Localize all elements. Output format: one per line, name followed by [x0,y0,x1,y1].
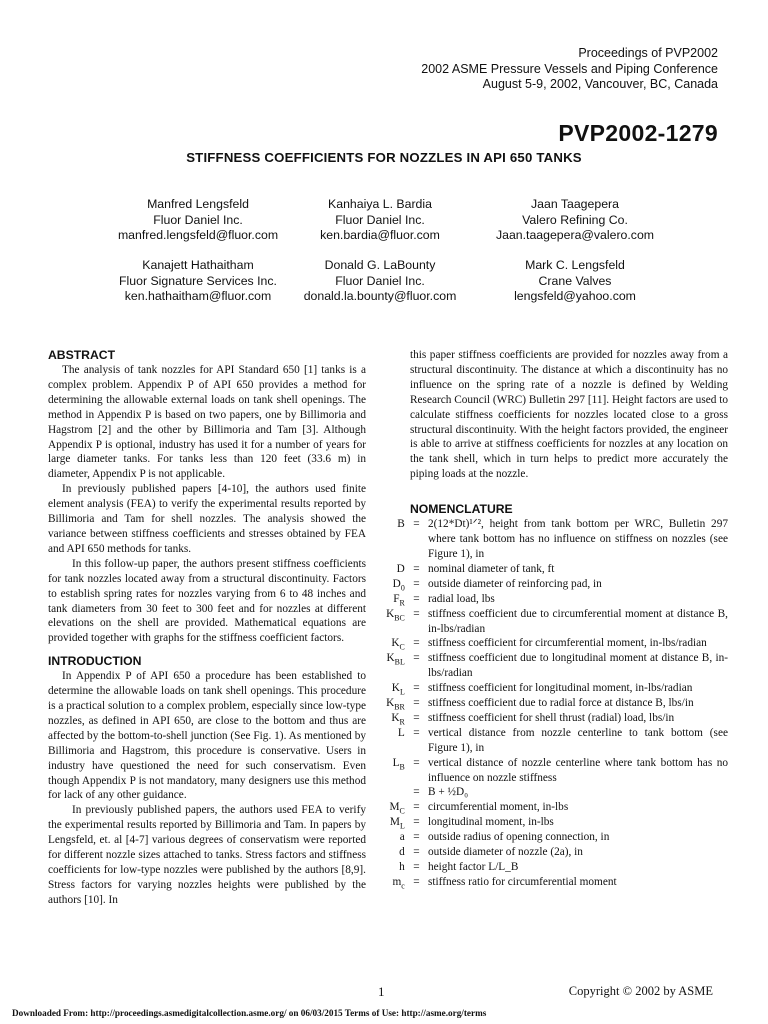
nomenclature-row [368,651,728,681]
equals-sign: = [413,875,420,888]
equals-sign: = [413,637,420,650]
abstract-heading: ABSTRACT [48,348,116,362]
author-email: manfred.lengsfeld@fluor.com [117,228,279,242]
author-name: Donald G. LaBounty [324,258,436,272]
nomenclature-symbol: $M_C$ [389,801,405,816]
nomenclature-row [368,577,728,592]
author-email: lengsfeld@yahoo.com [514,289,636,303]
nomenclature-definition: stiffness coefficient for shell thrust (radial) load, lbs/in [428,711,675,724]
equals-sign: = [413,816,420,829]
author-affiliation: Fluor Daniel Inc. [153,212,243,227]
nomenclature-definition: stiffness coefficient for circumferential moment, in-lbs/radian [428,637,707,650]
proceedings-title: Proceedings of PVP2002 [578,46,718,60]
author-block [460,197,690,244]
author-email: ken.hathaitham@fluor.com [124,289,272,303]
nomenclature-row [368,636,728,651]
equals-sign: = [413,562,420,575]
nomenclature-definition: circumferential moment, in-lbs [428,801,569,814]
equals-sign: = [413,801,420,814]
nomenclature-symbol: $D_0$ [392,577,405,593]
nomenclature-definition: 2(12*Dt)¹ᐟ², height from tank bottom per WRC, Bulletin 297 where tank bottom has no influence on stiffness on nozzles (see Figure 1), in [428,518,728,560]
nomenclature-symbol: $L_B$ [392,756,405,771]
nomenclature-row [368,830,728,845]
nomenclature-symbol [368,785,405,800]
nomenclature-symbol: $K_R$ [391,711,405,727]
nomenclature-definition: outside radius of opening connection, in [428,831,610,844]
nomenclature-row [368,845,728,860]
author-affiliation: Fluor Signature Services Inc. [119,273,277,288]
nomenclature-row [368,696,728,711]
nomenclature-symbol: B [397,518,405,531]
nomenclature-row [368,875,728,890]
nomenclature-definition: height factor L/L_B [428,861,519,873]
nomenclature-definition: stiffness ratio for circumferential moment [428,875,617,888]
author-email: Jaan.taagepera@valero.com [495,228,655,242]
author-affiliation: Crane Valves [538,273,612,288]
introduction-paragraph: In Appendix P of API 650 a procedure has been established to determine the allowable loads on tank shell openings. This procedure is a practical solution to a complex problem, especially since low-type nozzles, as defined in API 650, are close to the bottom and thus are affected by the bottom-to-shell junction (See Fig. 1). As mentioned by Billimoria and Hagstrom, this procedure is conservative. Users in industry have questioned the need for such conservatism. Even though Appendix P is not mandatory, many designers use this method for lack of any other guidance. [48,670,366,802]
paper-title: STIFFNESS COEFFICIENTS FOR NOZZLES IN API 650 TANKS [186,150,582,165]
conference-name: 2002 ASME Pressure Vessels and Piping Conference [421,61,718,76]
nomenclature-symbol: L [397,726,405,739]
equals-sign: = [413,697,420,710]
equals-sign: = [413,831,420,844]
download-footer: Downloaded From: http://proceedings.asmedigitalcollection.asme.org/ on 06/03/2015 Terms of Use: http://asme.org/terms [12,1008,487,1018]
author-affiliation: Fluor Daniel Inc. [335,273,425,288]
author-name: Kanhaiya L. Bardia [328,197,432,211]
conference-dates: August 5-9, 2002, Vancouver, BC, Canada [482,77,718,91]
nomenclature-row [368,681,728,696]
nomenclature-definition: nominal diameter of tank, ft [428,562,555,575]
abstract-paragraph: In this follow-up paper, the authors present stiffness coefficients for tank nozzles located away from a structural discontinuity. Factors to establish spring rates for nozzles varying from 6 to 48 inches and tank diameters from 30 feet to 300 feet and for nozzles at different elevations on the shell are provided. Mathematical equations are provided together with graphs for the stiffness coefficient factors. [48,557,366,645]
nomenclature-definition: vertical distance from nozzle centerline to tank bottom (see Figure 1), in [428,726,728,754]
nomenclature-row [368,785,728,800]
left-column [48,348,366,908]
nomenclature-row [368,726,728,756]
copyright-notice: Copyright © 2002 by ASME [568,984,713,998]
equals-sign: = [413,786,420,799]
author-email: ken.bardia@fluor.com [320,228,440,242]
nomenclature-row [368,517,728,562]
author-affiliation: Fluor Daniel Inc. [335,212,425,227]
nomenclature-definition: vertical distance of nozzle centerline where tank bottom has no influence on nozzle stiffness [428,756,728,784]
proceedings-header [421,46,718,93]
nomenclature-row [368,592,728,607]
nomenclature-row [368,860,728,875]
author-name: Mark C. Lengsfeld [525,258,625,272]
equals-sign: = [413,518,420,531]
nomenclature-definition: stiffness coefficient for longitudinal moment, in-lbs/radian [428,682,693,695]
nomenclature-symbol: a [399,831,405,844]
page-number: 1 [378,984,385,999]
abstract-paragraph: In previously published papers [4-10], the authors used finite element analysis (FEA) to verify the experimental results reported by Billimoria and Tam for shell nozzles. The analysis showed the variance between stiffness coefficients and stresses obtained by FEA and API 650 methods for tanks. [48,483,366,555]
nomenclature-symbol: $K_{BL}$ [386,652,405,667]
nomenclature-list [368,517,728,890]
equals-sign: = [413,861,420,873]
nomenclature-row [368,815,728,830]
nomenclature-symbol: $M_L$ [389,816,405,831]
author-name: Manfred Lengsfeld [147,197,249,211]
equals-sign: = [413,756,420,769]
nomenclature-symbol: $F_R$ [393,592,405,607]
nomenclature-row [368,711,728,726]
nomenclature-symbol: $K_C$ [391,637,405,652]
nomenclature-definition: stiffness coefficient due to radial force at distance B, lbs/in [428,697,694,710]
nomenclature-row [368,800,728,815]
right-column [386,348,729,891]
nomenclature-symbol: $K_{BR}$ [386,697,405,712]
author-email: donald.la.bounty@fluor.com [303,289,457,303]
nomenclature-definition: outside diameter of reinforcing pad, in [428,577,602,590]
equals-sign: = [413,652,420,665]
equals-sign: = [413,607,420,620]
nomenclature-symbol: D [396,562,405,575]
introduction-paragraph: In previously published papers, the authors used FEA to verify the experimental results reported by Billimoria and Tam. In papers by Lengsfeld, et. al [4-7] various degrees of conservatism were reported for different nozzle sizes attached to tanks. Stress factors and stiffness coefficients for low-type nozzles were published by the authors [8,9]. Stress factors for varying nozzles heights were published by the authors [10]. In [48,804,366,906]
nomenclature-definition: B + ½D₀ [428,786,469,799]
author-name: Kanajett Hathaitham [142,258,254,272]
nomenclature-row [368,607,728,637]
nomenclature-definition: stiffness coefficient due to circumferential moment at distance B, in-lbs/radian [428,607,728,635]
equals-sign: = [413,711,420,724]
author-name: Jaan Taagepera [531,197,619,211]
nomenclature-symbol: $K_L$ [391,682,405,697]
nomenclature-symbol: $K_{BC}$ [386,607,405,622]
nomenclature-definition: outside diameter of nozzle (2a), in [428,846,583,859]
paper-id: PVP2002-1279 [558,120,718,146]
intro-continued: this paper stiffness coefficients are provided for nozzles away from a structural discontinuity. The distance at which a discontinuity has no influence on the spring rate of a nozzle is defined by Welding Research Council (WRC) Bulletin 297 [11]. Height factors are used to calculate stiffness coefficients for nozzles located close to a gross structural discontinuity. With the height factors provided, the engineer is able to arrive at stiffness coefficients for nozzles at any location on the tank shell, which in turn helps to predict more accurately the piping loads at the nozzle. [410,349,729,481]
nomenclature-definition: radial load, lbs [428,592,495,605]
introduction-heading: INTRODUCTION [48,654,142,669]
nomenclature-symbol: h [399,861,405,873]
nomenclature-symbol: $m_c$ [392,875,405,891]
equals-sign: = [413,682,420,695]
equals-sign: = [413,846,420,859]
nomenclature-symbol: d [399,846,405,859]
nomenclature-row [368,562,728,577]
nomenclature-row [368,756,728,786]
author-block [460,258,690,305]
nomenclature-heading: NOMENCLATURE [410,502,513,517]
nomenclature-definition: stiffness coefficient due to longitudinal moment at distance B, in-lbs/radian [428,652,728,680]
abstract-paragraph: The analysis of tank nozzles for API Standard 650 [1] tanks is a complex problem. Appendix P of API 650 provides a method for determining the allowable external loads on tank shell openings. The method in Appendix P is based on two papers, one by Billimoria and Hagstrom [2] and the other by Billimoria and Tam [3]. Although Appendix P is optional, industry has used it for a number of years for large diameter tanks. For tanks less than 120 feet (33.6 m) in diameter, Appendix P is not applicable. [48,364,366,481]
equals-sign: = [413,726,420,739]
equals-sign: = [413,577,420,590]
nomenclature-definition: longitudinal moment, in-lbs [428,816,554,829]
author-affiliation: Valero Refining Co. [522,212,628,227]
equals-sign: = [413,592,420,605]
